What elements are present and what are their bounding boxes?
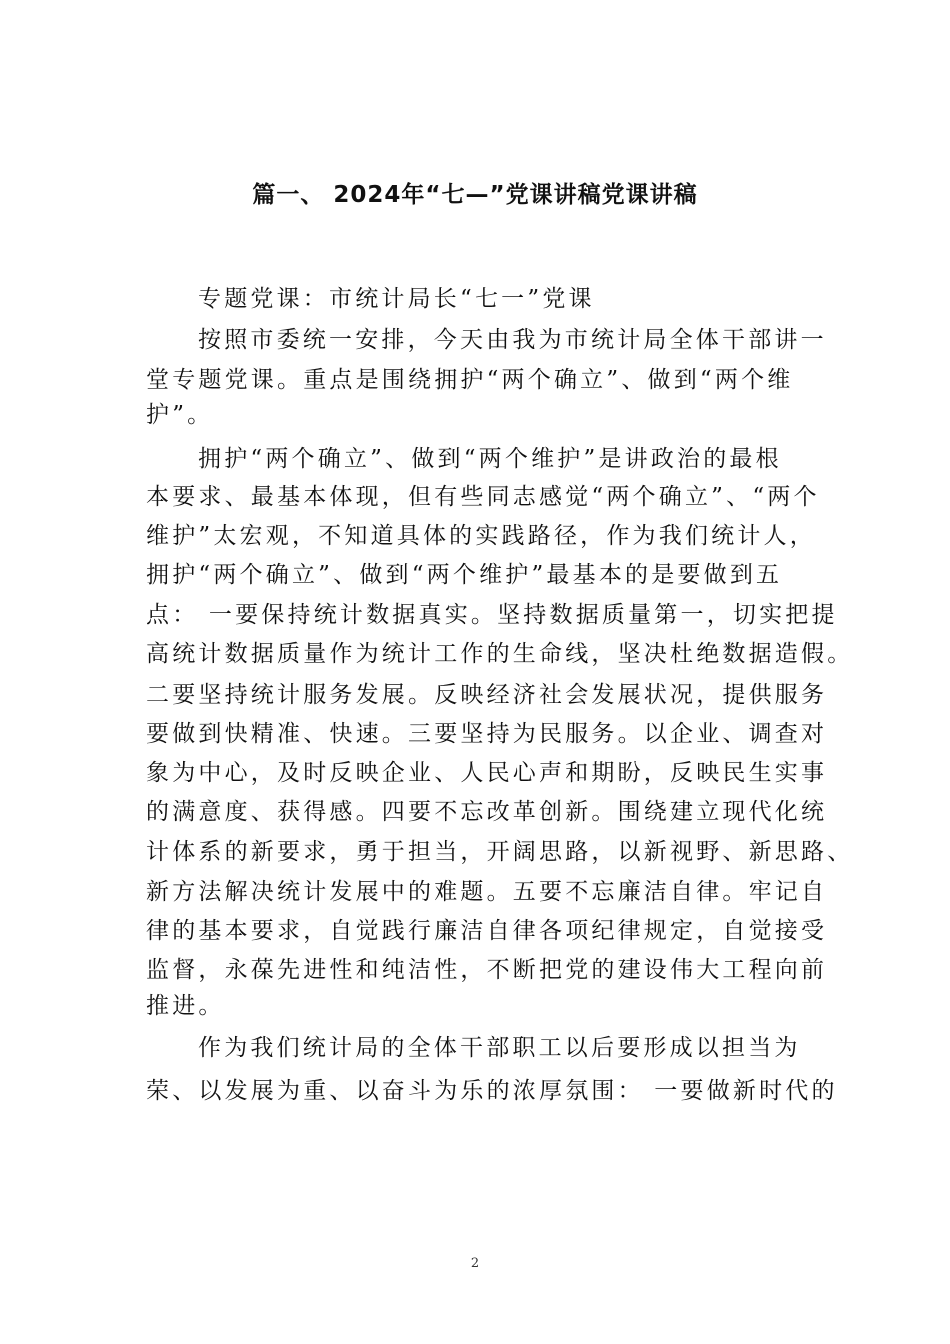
text-line: 作为我们统计局的全体干部职工以后要形成以担当为 bbox=[198, 1035, 801, 1061]
text-line: 要做到快精准、快速。三要坚持为民服务。以企业、调查对 bbox=[146, 721, 828, 747]
text-line: 荣、以发展为重、以奋斗为乐的浓厚氛围： 一要做新时代的 bbox=[146, 1078, 838, 1104]
text-line: 的满意度、获得感。四要不忘改革创新。围绕建立现代化统 bbox=[146, 799, 828, 825]
text-line: 护”。 bbox=[146, 402, 214, 428]
text-line: 本要求、最基本体现，但有些同志感觉“两个确立”、“两个 bbox=[146, 484, 820, 510]
text-line: 按照市委统一安排，今天由我为市统计局全体干部讲一 bbox=[198, 327, 827, 353]
text-line: 象为中心，及时反映企业、人民心声和期盼，反映民生实事 bbox=[146, 760, 828, 786]
text-line: 高统计数据质量作为统计工作的生命线，坚决杜绝数据造假。 bbox=[146, 641, 854, 667]
text-line: 维护”太宏观，不知道具体的实践路径，作为我们统计人， bbox=[146, 523, 816, 549]
text-line: 推进。 bbox=[146, 993, 225, 1019]
text-line: 律的基本要求，自觉践行廉洁自律各项纪律规定，自觉接受 bbox=[146, 918, 828, 944]
text-line: 计体系的新要求，勇于担当，开阔思路，以新视野、新思路、 bbox=[146, 839, 854, 865]
text-line: 二要坚持统计服务发展。反映经济社会发展状况，提供服务 bbox=[146, 682, 828, 708]
text-line: 点： 一要保持统计数据真实。坚持数据质量第一，切实把提 bbox=[146, 602, 838, 628]
text-line: 拥护“两个确立”、做到“两个维护”是讲政治的最根 bbox=[198, 446, 782, 472]
text-line: 专题党课：市统计局长“七一”党课 bbox=[198, 286, 595, 312]
text-line: 堂专题党课。重点是围绕拥护“两个确立”、做到“两个维 bbox=[146, 367, 794, 393]
text-line: 新方法解决统计发展中的难题。五要不忘廉洁自律。牢记自 bbox=[146, 879, 828, 905]
text-line: 监督，永葆先进性和纯洁性，不断把党的建设伟大工程向前 bbox=[146, 957, 828, 983]
page-number: 2 bbox=[470, 1256, 480, 1271]
text-line: 拥护“两个确立”、做到“两个维护”最基本的是要做到五 bbox=[146, 562, 783, 588]
document-title: 篇一、 2024年“七—”党课讲稿党课讲稿 bbox=[252, 182, 698, 208]
